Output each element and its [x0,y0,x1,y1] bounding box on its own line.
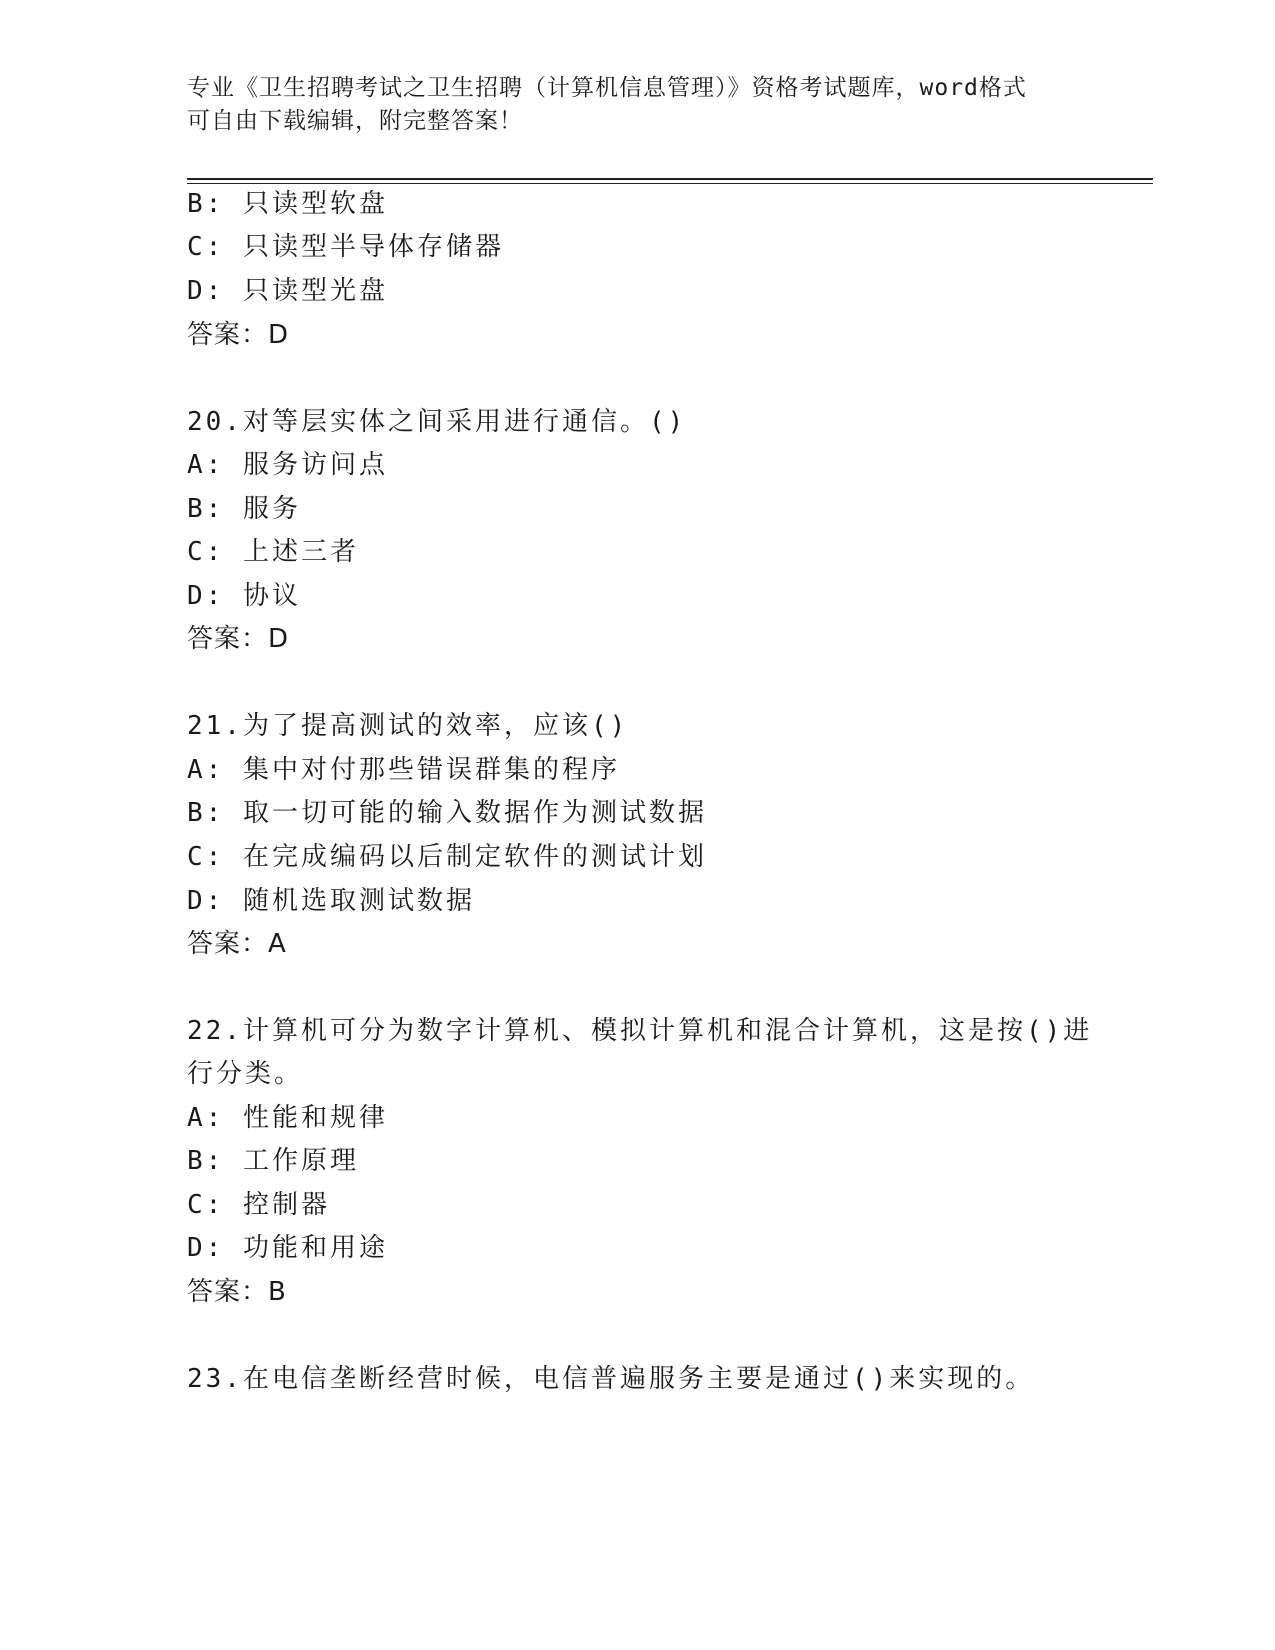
q22-option-a: A: 性能和规律 [187,1103,388,1133]
q21-option-b: B: 取一切可能的输入数据作为测试数据 [187,798,707,828]
q21-option-a: A: 集中对付那些错误群集的程序 [187,755,620,785]
header-divider [187,178,1153,180]
q22-stem-line-1: 22.计算机可分为数字计算机、模拟计算机和混合计算机，这是按()进 [187,1016,1093,1046]
q21-option-c: C: 在完成编码以后制定软件的测试计划 [187,842,707,872]
q21-stem: 21.为了提高测试的效率，应该() [187,711,629,741]
q19-option-c: C: 只读型半导体存储器 [187,232,504,262]
q20-option-b: B: 服务 [187,494,301,524]
q21-option-d: D: 随机选取测试数据 [187,886,475,916]
q20-answer: 答案：D [187,624,290,654]
q21-answer: 答案：A [187,929,287,959]
q20-option-d: D: 协议 [187,581,301,611]
q20-stem: 20.对等层实体之间采用进行通信。() [187,407,687,437]
q19-option-b: B: 只读型软盘 [187,189,388,219]
header-divider-thin [187,183,1153,184]
document-header [187,72,1067,138]
header-line-2: 可自由下载编辑，附完整答案！ [187,108,523,134]
q22-option-c: C: 控制器 [187,1190,330,1220]
q23-stem: 23.在电信垄断经营时候，电信普遍服务主要是通过()来实现的。 [187,1364,1035,1394]
q22-option-b: B: 工作原理 [187,1146,359,1176]
header-line-1: 专业《卫生招聘考试之卫生招聘（计算机信息管理）》资格考试题库，word格式 [187,75,1027,101]
q20-option-a: A: 服务访问点 [187,450,388,480]
q19-answer: 答案：D [187,320,290,350]
q22-answer: 答案：B [187,1277,287,1307]
q20-option-c: C: 上述三者 [187,537,359,567]
q22-option-d: D: 功能和用途 [187,1233,388,1263]
q22-stem-line-2: 行分类。 [187,1059,304,1089]
q19-option-d: D: 只读型光盘 [187,276,388,306]
